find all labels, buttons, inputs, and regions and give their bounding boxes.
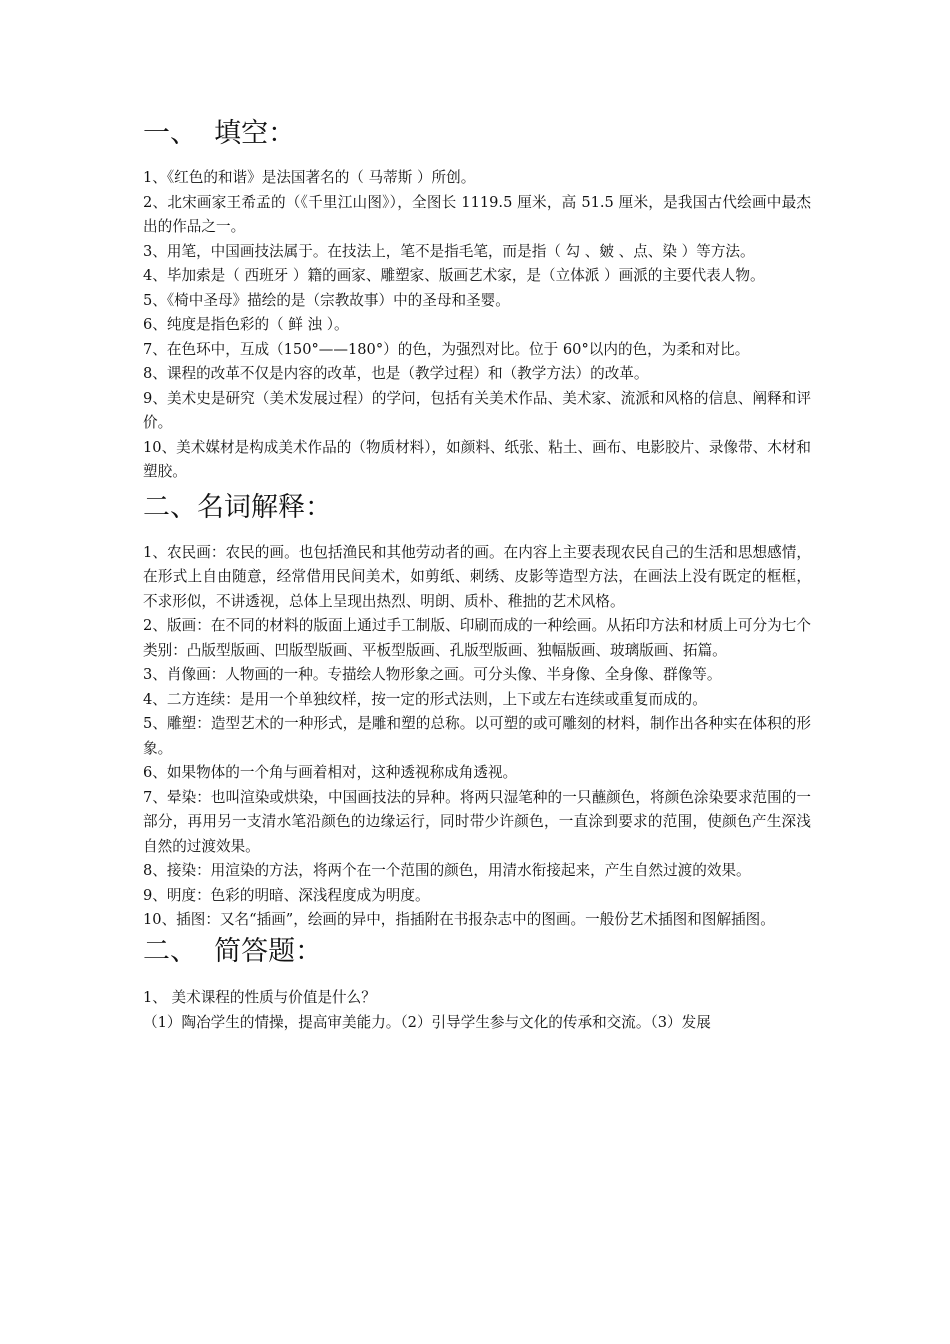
list-item: 10、美术媒材是构成美术作品的（物质材料），如颜料、纸张、粘土、画布、电影胶片、录像带、木材和塑胶。 [143,438,811,480]
list-item: 2、版画：在不同的材料的版面上通过手工制版、印刷而成的一种绘画。从拓印方法和材质上可分为七个类别：凸版型版画、凹版型版画、平板型版画、孔版型版画、独幅版画、玻璃版画、拓篇。 [143,617,811,659]
list-item: 9、美术史是研究（美术发展过程）的学问，包括有关美术作品、美术家、流派和风格的信息、阐释和评价。 [143,389,811,431]
list-item: 4、毕加索是（ 西班牙 ）籍的画家、雕塑家、版画艺术家，是（立体派 ）画派的主要代表人物。 [143,267,765,284]
list-item: 2、北宋画家王希孟的（《千里江山图》），全图长 1119.5 厘米，高 51.5 厘米，是我国古代绘画中最杰出的作品之一。 [143,193,811,235]
list-item: 7、在色环中，互成（150°——180°）的色，为强烈对比。位于 60°以内的色，为柔和对比。 [143,340,750,358]
question-item: 1、 美术课程的性质与价值是什么？ [143,988,376,1006]
list-item: 1、《红色的和谐》是法国著名的（ 马蒂斯 ）所创。 [143,169,476,186]
list-item: 5、雕塑：造型艺术的一种形式，是雕和塑的总称。以可塑的或可雕刻的材料，制作出各种实在体积的形象。 [143,715,811,757]
answer-text: （1）陶冶学生的情操，提高审美能力。（2）引导学生参与文化的传承和交流。（3）发展 [143,1013,711,1031]
document-body [143,114,811,1035]
list-item: 3、用笔，中国画技法属于。在技法上，笔不是指毛笔，而是指（ 勾 、皴 、点、染 ）等方法。 [143,242,755,260]
list-item: 10、插图：又名“插画”，绘画的异中，指插附在书报杂志中的图画。一般份艺术插图和图解插图。 [143,911,775,928]
list-item: 3、肖像画：人物画的一种。专描绘人物形象之画。可分头像、半身像、全身像、群像等。 [143,666,722,683]
short-answer-section [143,933,811,1035]
list-item: 8、课程的改革不仅是内容的改革，也是（教学过程）和（教学方法）的改革。 [143,365,649,382]
terms-list [143,541,811,933]
list-item: 9、明度：色彩的明暗、深浅程度成为明度。 [143,886,430,904]
list-item: 7、晕染：也叫渲染或烘染，中国画技法的异种。将两只湿笔种的一只蘸颜色，将颜色涂染要求范围的一部分，再用另一支清水笔沿颜色的边缘运行，同时带少许颜色，一直涂到要求的范围，使颜色产生深浅自然的过渡效果。 [143,788,811,855]
list-item: 6、如果物体的一个角与画着相对，这种透视称成角透视。 [143,764,518,781]
list-item: 1、农民画：农民的画。也包括渔民和其他劳动者的画。在内容上主要表现农民自己的生活和思想感情，在形式上自由随意，经常借用民间美术，如剪纸、刺绣、皮影等造型方法，在画法上没有既定的框框，不求形似，不讲透视，总体上呈现出热烈、明朗、质朴、稚拙的艺术风格。 [143,543,811,610]
list-item: 8、接染：用渲染的方法，将两个在一个范围的颜色，用清水衔接起来，产生自然过渡的效果。 [143,862,751,879]
list-item: 4、二方连续：是用一个单独纹样，按一定的形式法则，上下或左右连续或重复而成的。 [143,690,707,708]
list-item: 5、《椅中圣母》描绘的是（宗教故事）中的圣母和圣婴。 [143,291,510,309]
list-item: 6、纯度是指色彩的（ 鲜 浊 ）。 [143,316,349,333]
section-heading-short-answer: 二、 简答题： [143,935,323,967]
section-heading-fill-blank: 一、 填空： [143,118,296,149]
fill-blank-list [143,166,811,485]
section-heading-terms: 二、名词解释： [143,491,332,523]
